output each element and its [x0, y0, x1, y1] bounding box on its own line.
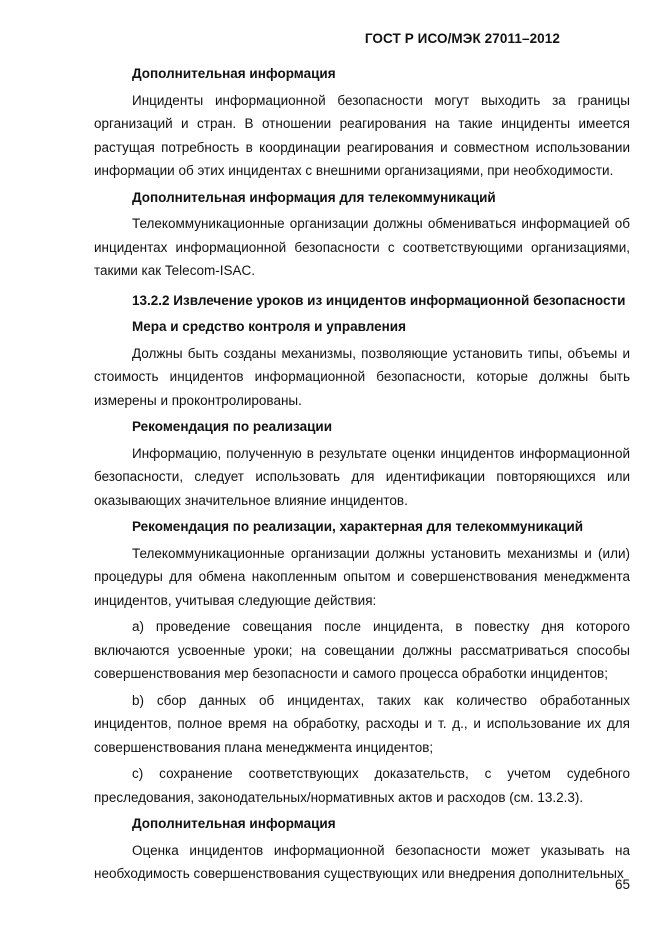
- heading-implementation-guidance: Рекомендация по реализации: [132, 419, 333, 434]
- paragraph: Информацию, полученную в результате оценки инцидентов информационной безопасности, следует использовать для идентификации повторяющихся или оказывающих значительное влияние инцидентов.: [94, 445, 630, 508]
- heading-telecom-implementation-guidance: Рекомендация по реализации, характерная для телекоммуникаций: [132, 519, 584, 534]
- page-body: [94, 62, 630, 889]
- heading-additional-info-telecom: Дополнительная информация для телекоммуникаций: [132, 189, 496, 205]
- heading-additional-info: Дополнительная информация: [132, 816, 336, 831]
- paragraph: Телекоммуникационные организации должны обмениваться информацией об инцидентах информационной безопасности с соответствующими организациями, такими как Telecom-ISAC.: [94, 216, 630, 278]
- list-item-c: c) сохранение соответствующих доказательств, с учетом судебного преследования, законодательных/нормативных актов и расходов (см. 13.2.3).: [94, 766, 630, 805]
- paragraph: Инциденты информационной безопасности могут выходить за границы организаций и стран. В отношении реагирования на такие инциденты имеется растущая потребность в координации реагирования и совместном использовании информации об этих инцидентах с внешними организациями, при необходимости.: [94, 92, 630, 178]
- paragraph: Должны быть созданы механизмы, позволяющие установить типы, объемы и стоимость инцидентов информационной безопасности, которые должны быть измерены и проконтролированы.: [94, 345, 630, 408]
- document-code-header: ГОСТ Р ИСО/МЭК 27011–2012: [364, 31, 560, 46]
- heading-control-measure: Мера и средство контроля и управления: [132, 319, 406, 334]
- page-number: 65: [614, 877, 630, 892]
- section-heading-13-2-2: 13.2.2 Извлечение уроков из инцидентов информационной безопасности: [132, 292, 626, 308]
- paragraph: Телекоммуникационные организации должны установить механизмы и (или) процедуры для обмена накопленным опытом и совершенствования менеджмента инцидентов, учитывая следующие действия:: [94, 545, 630, 608]
- list-item-a: a) проведение совещания после инцидента, в повестку дня которого включаются усвоенные уроки; на совещании должны рассматриваться способы совершенствования мер безопасности и самого процесса обработки инцидентов;: [94, 619, 630, 681]
- paragraph: Оценка инцидентов информационной безопасности может указывать на необходимость совершенствования существующих или внедрения дополнительных: [94, 842, 630, 881]
- heading-additional-info: Дополнительная информация: [132, 66, 336, 81]
- list-item-b: b) сбор данных об инцидентах, таких как количество обработанных инцидентов, полное время на обработку, расходы и т. д., и использование их для совершенствования плана менеджмента инцидентов;: [94, 692, 630, 755]
